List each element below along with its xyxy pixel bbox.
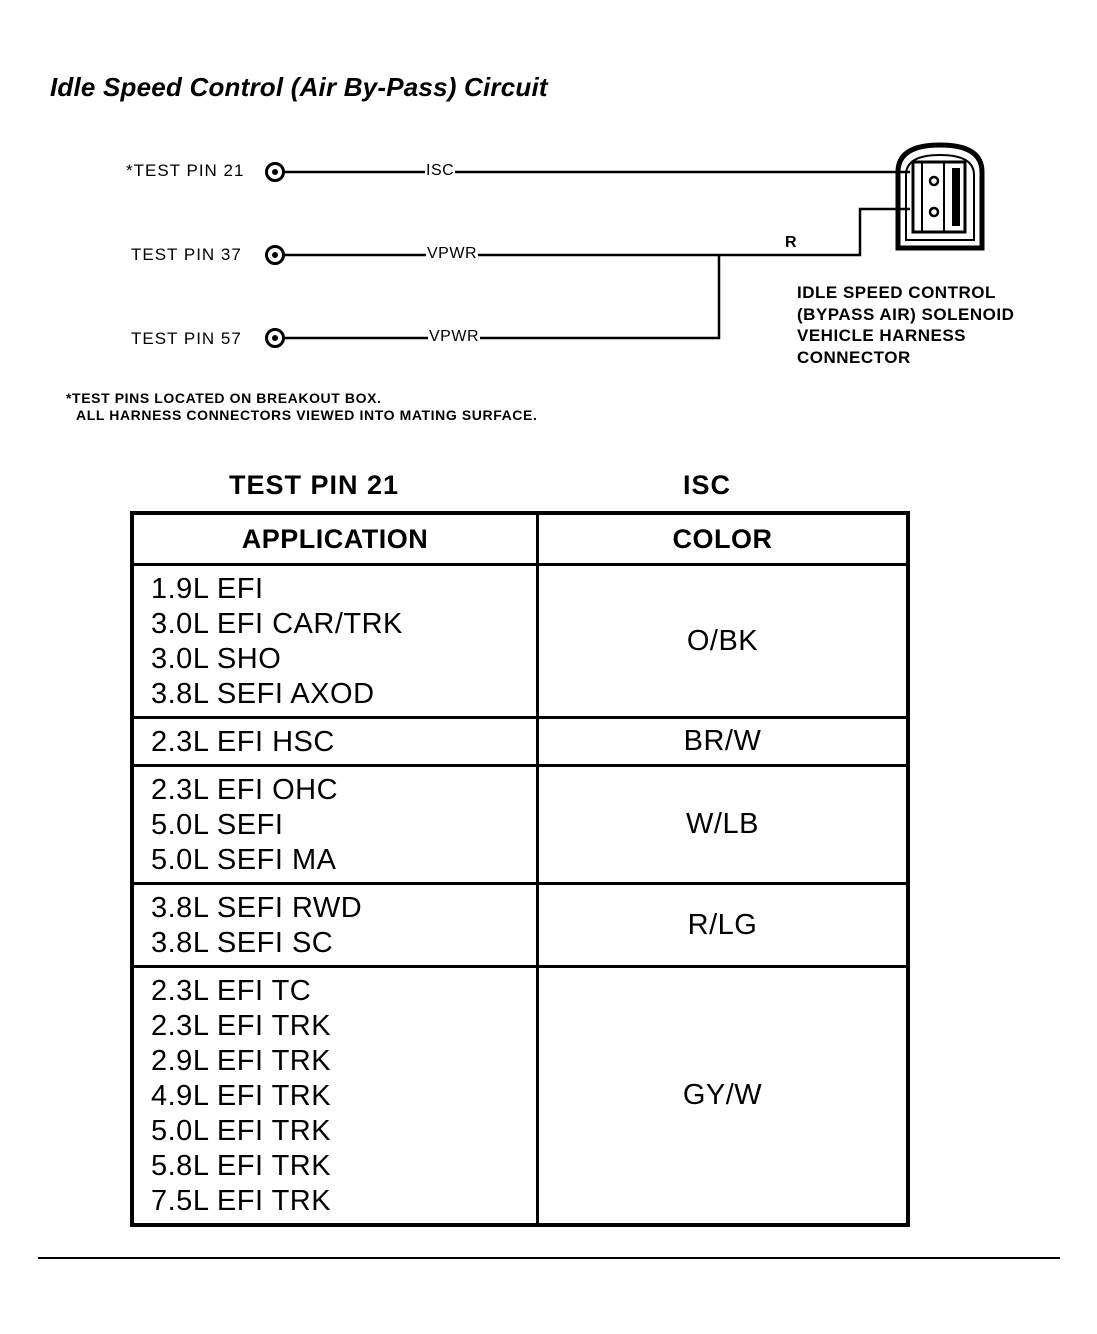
application-color-table [130, 511, 910, 1227]
test-pin-terminal-icon [267, 247, 284, 264]
vpwr-wire-57 [284, 255, 719, 338]
application-cell: 2.3L EFI OHC 5.0L SEFI 5.0L SEFI MA [132, 766, 538, 884]
column-header-application: APPLICATION [132, 513, 538, 565]
test-pin-terminal-icon [267, 330, 284, 347]
wire-label-isc: ISC [426, 162, 455, 179]
test-pin-terminal-icon [267, 164, 284, 181]
harness-connector-icon [898, 145, 982, 248]
color-cell: GY/W [538, 967, 909, 1226]
note-test-pins: *TEST PINS LOCATED ON BREAKOUT BOX. [66, 390, 382, 406]
wire-label-vpwr-37: VPWR [427, 245, 477, 262]
table-row [132, 766, 908, 884]
table-row [132, 718, 908, 766]
application-cell: 2.3L EFI HSC [132, 718, 538, 766]
table-row [132, 565, 908, 718]
connector-caption: IDLE SPEED CONTROL (BYPASS AIR) SOLENOID VEHICLE HARNESS CONNECTOR [797, 283, 1015, 367]
test-pin-21-label: *TEST PIN 21 [126, 161, 245, 180]
wire-label-vpwr-57: VPWR [429, 328, 479, 345]
diagram-title: Idle Speed Control (Air By-Pass) Circuit [50, 72, 548, 102]
wire-label-r: R [785, 234, 798, 251]
color-cell: W/LB [538, 766, 909, 884]
application-cell: 3.8L SEFI RWD 3.8L SEFI SC [132, 884, 538, 967]
color-cell: O/BK [538, 565, 909, 718]
table-heading-circuit: ISC [683, 470, 732, 500]
table-header-row [132, 513, 908, 565]
table-row [132, 967, 908, 1226]
diagram-notes [66, 390, 537, 424]
application-cell: 1.9L EFI 3.0L EFI CAR/TRK 3.0L SHO 3.8L SEFI AXOD [132, 565, 538, 718]
test-pin-37-label: TEST PIN 37 [131, 245, 242, 264]
color-cell: BR/W [538, 718, 909, 766]
vpwr-wire-37 [284, 209, 910, 255]
table-row [132, 884, 908, 967]
application-cell: 2.3L EFI TC 2.3L EFI TRK 2.9L EFI TRK 4.9L EFI TRK 5.0L EFI TRK 5.8L EFI TRK 7.5L EFI TRK [132, 967, 538, 1226]
test-pin-57-label: TEST PIN 57 [131, 329, 242, 348]
column-header-color: COLOR [538, 513, 909, 565]
page-divider [38, 1257, 1060, 1259]
table-heading-pin: TEST PIN 21 [229, 470, 400, 500]
note-connectors: ALL HARNESS CONNECTORS VIEWED INTO MATING SURFACE. [76, 407, 538, 423]
color-cell: R/LG [538, 884, 909, 967]
